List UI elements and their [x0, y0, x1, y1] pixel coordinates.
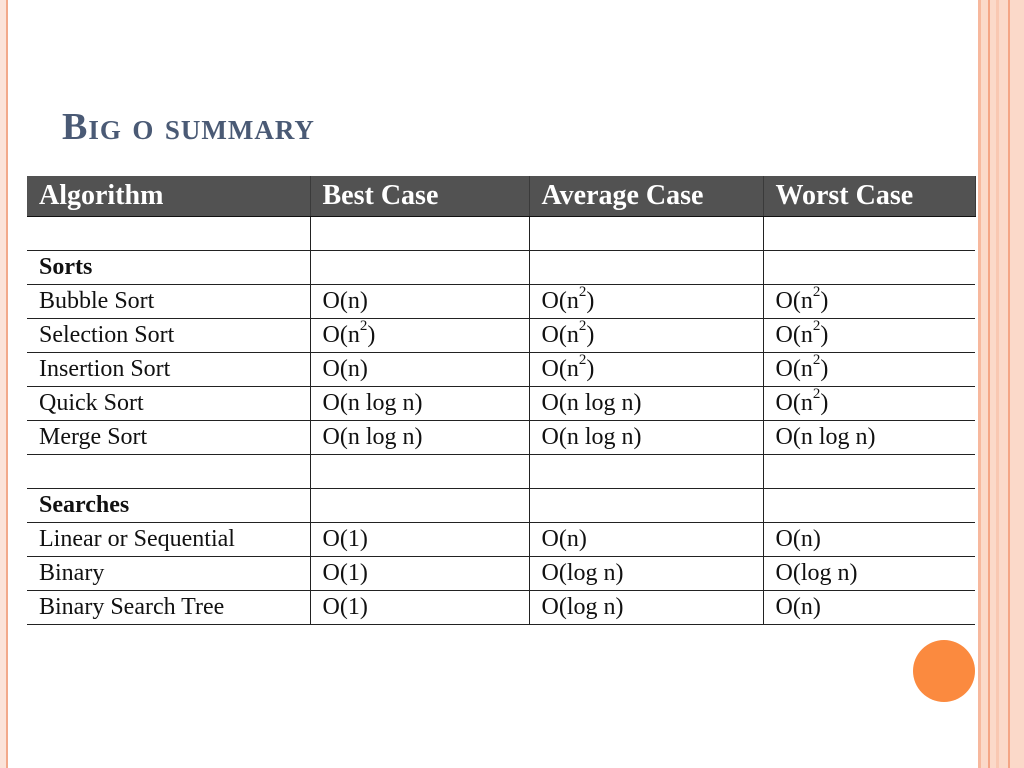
cell-best-case: [310, 250, 529, 284]
table-row: [27, 556, 975, 590]
cell-best-case: O(n): [310, 284, 529, 318]
cell-average-case: O(log n): [529, 590, 763, 624]
cell-algorithm: Searches: [27, 488, 310, 522]
cell-algorithm: Linear or Sequential: [27, 522, 310, 556]
cell-worst-case: $O(n^2)$: [763, 352, 975, 386]
cell-worst-case: O(n log n): [763, 420, 975, 454]
table-section-row: [27, 488, 975, 522]
cell-worst-case: $O(n^2)$: [763, 318, 975, 352]
header-average-case: Average Case: [529, 176, 763, 216]
cell-average-case: O(n log n): [529, 386, 763, 420]
cell-worst-case: O(log n): [763, 556, 975, 590]
cell-best-case: O(n log n): [310, 386, 529, 420]
cell-algorithm: [27, 454, 310, 488]
table-row: [27, 522, 975, 556]
cell-worst-case: [763, 488, 975, 522]
cell-average-case: [529, 250, 763, 284]
cell-algorithm: Selection Sort: [27, 318, 310, 352]
table-row: [27, 352, 975, 386]
cell-average-case: [529, 216, 763, 250]
cell-average-case: $O(n^2)$: [529, 284, 763, 318]
header-worst-case: Worst Case: [763, 176, 975, 216]
table-blank-row: [27, 454, 975, 488]
table-section-row: [27, 250, 975, 284]
table-row: [27, 386, 975, 420]
cell-worst-case: [763, 216, 975, 250]
cell-worst-case: O(n): [763, 522, 975, 556]
cell-average-case: [529, 488, 763, 522]
cell-algorithm: Binary: [27, 556, 310, 590]
cell-best-case: O(1): [310, 590, 529, 624]
header-algorithm: Algorithm: [27, 176, 310, 216]
slide-title: Big o summary: [62, 106, 315, 148]
cell-best-case: O(1): [310, 522, 529, 556]
cell-algorithm: [27, 216, 310, 250]
cell-best-case: O(n log n): [310, 420, 529, 454]
table-header-row: [27, 176, 975, 216]
cell-best-case: O(n): [310, 352, 529, 386]
big-o-table: [27, 176, 976, 625]
cell-algorithm: Bubble Sort: [27, 284, 310, 318]
cell-worst-case: [763, 250, 975, 284]
cell-worst-case: $O(n^2)$: [763, 284, 975, 318]
cell-average-case: O(n log n): [529, 420, 763, 454]
cell-best-case: $O(n^2)$: [310, 318, 529, 352]
table-row: [27, 590, 975, 624]
cell-algorithm: Merge Sort: [27, 420, 310, 454]
cell-worst-case: [763, 454, 975, 488]
cell-algorithm: Binary Search Tree: [27, 590, 310, 624]
cell-best-case: [310, 454, 529, 488]
cell-algorithm: Insertion Sort: [27, 352, 310, 386]
cell-average-case: $O(n^2)$: [529, 352, 763, 386]
cell-average-case: $O(n^2)$: [529, 318, 763, 352]
header-best-case: Best Case: [310, 176, 529, 216]
cell-worst-case: $O(n^2)$: [763, 386, 975, 420]
accent-circle-decoration: [913, 640, 975, 702]
big-o-table-container: [27, 176, 975, 625]
table-row: [27, 420, 975, 454]
cell-worst-case: O(n): [763, 590, 975, 624]
cell-average-case: [529, 454, 763, 488]
table-body: [27, 216, 975, 624]
cell-best-case: [310, 216, 529, 250]
table-blank-row: [27, 216, 975, 250]
cell-best-case: O(1): [310, 556, 529, 590]
cell-algorithm: Quick Sort: [27, 386, 310, 420]
table-row: [27, 284, 975, 318]
cell-average-case: O(log n): [529, 556, 763, 590]
right-border-decoration: [978, 0, 1024, 768]
cell-algorithm: Sorts: [27, 250, 310, 284]
cell-average-case: O(n): [529, 522, 763, 556]
cell-best-case: [310, 488, 529, 522]
table-row: [27, 318, 975, 352]
left-border-decoration: [0, 0, 8, 768]
